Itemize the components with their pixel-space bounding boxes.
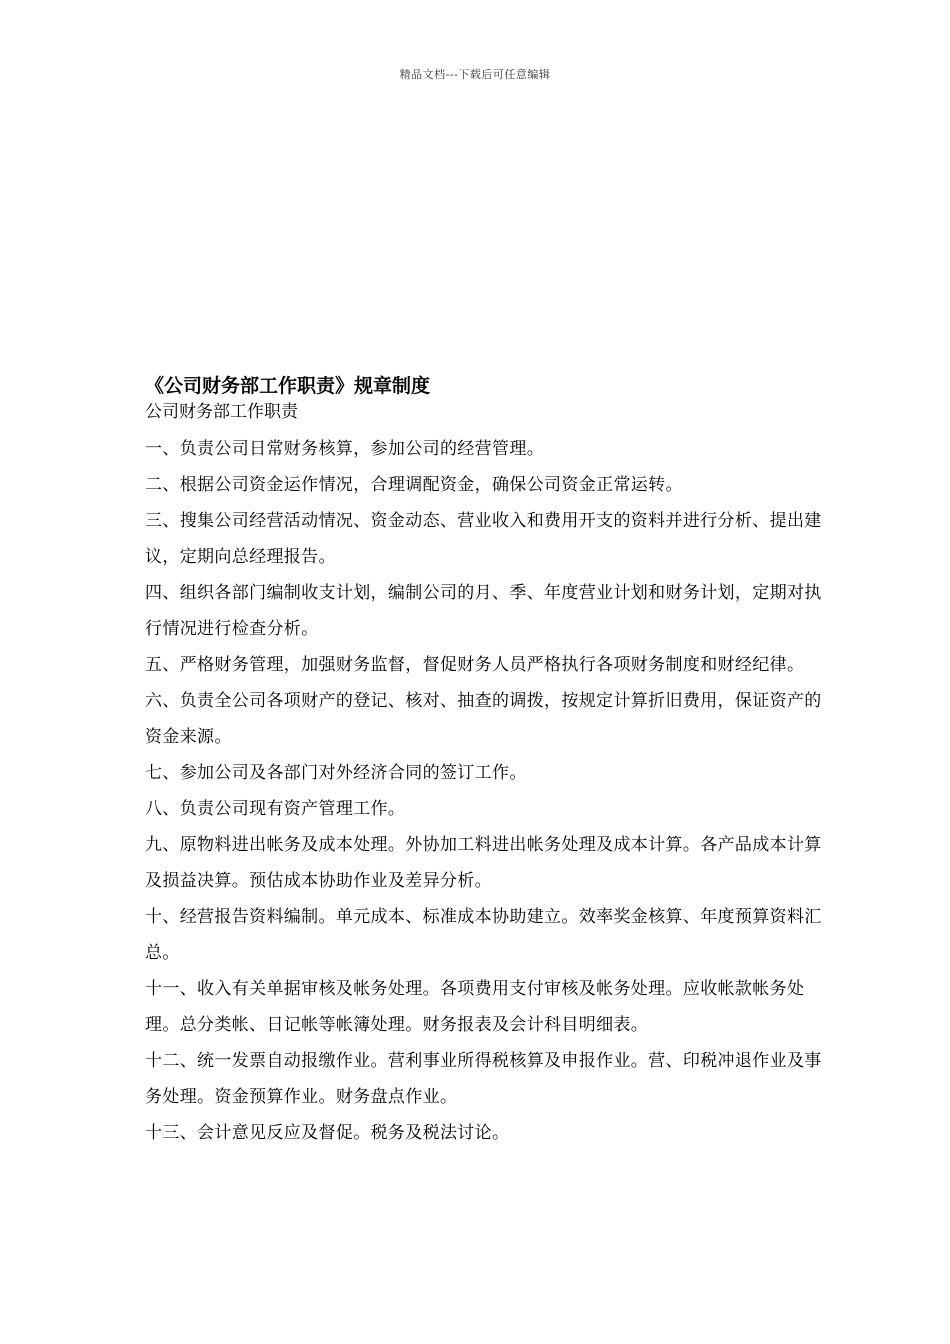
document-subtitle: 公司财务部工作职责 — [145, 402, 298, 422]
duty-item-12: 十二、统一发票自动报缴作业。营利事业所得税核算及申报作业。营、印税冲退作业及事务处理。资金预算作业。财务盘点作业。 — [145, 1051, 822, 1107]
duty-item-4: 四、组织各部门编制收支计划，编制公司的月、季、年度营业计划和财务计划，定期对执行情况进行检查分析。 — [145, 583, 822, 639]
duty-item-2: 二、根据公司资金运作情况，合理调配资金，确保公司资金正常运转。 — [145, 475, 683, 495]
duty-item-1: 一、负责公司日常财务核算，参加公司的经营管理。 — [145, 439, 545, 459]
duty-item-11: 十一、收入有关单据审核及帐务处理。各项费用支付审核及帐务处理。应收帐款帐务处理。总分类帐、日记帐等帐簿处理。财务报表及会计科目明细表。 — [145, 979, 805, 1035]
page-header-watermark: 精品文档---下载后可任意编辑 — [399, 68, 551, 81]
duty-item-8: 八、负责公司现有资产管理工作。 — [145, 799, 406, 819]
duty-item-9: 九、原物料进出帐务及成本处理。外协加工料进出帐务处理及成本计算。各产品成本计算及损益决算。预估成本协助作业及差异分析。 — [145, 835, 822, 891]
document-title: 《公司财务部工作职责》规章制度 — [145, 375, 431, 397]
duty-item-7: 七、参加公司及各部门对外经济合同的签订工作。 — [145, 763, 527, 783]
duty-item-3: 三、搜集公司经营活动情况、资金动态、营业收入和费用开支的资料并进行分析、提出建议，定期向总经理报告。 — [145, 511, 822, 567]
document-body — [145, 372, 825, 1151]
duty-item-6: 六、负责全公司各项财产的登记、核对、抽查的调拨，按规定计算折旧费用，保证资产的资金来源。 — [145, 691, 822, 747]
duty-item-13: 十三、会计意见反应及督促。税务及税法讨论。 — [145, 1123, 510, 1143]
duty-item-10: 十、经营报告资料编制。单元成本、标准成本协助建立。效率奖金核算、年度预算资料汇总。 — [145, 907, 822, 963]
duty-item-5: 五、严格财务管理，加强财务监督，督促财务人员严格执行各项财务制度和财经纪律。 — [145, 655, 805, 675]
